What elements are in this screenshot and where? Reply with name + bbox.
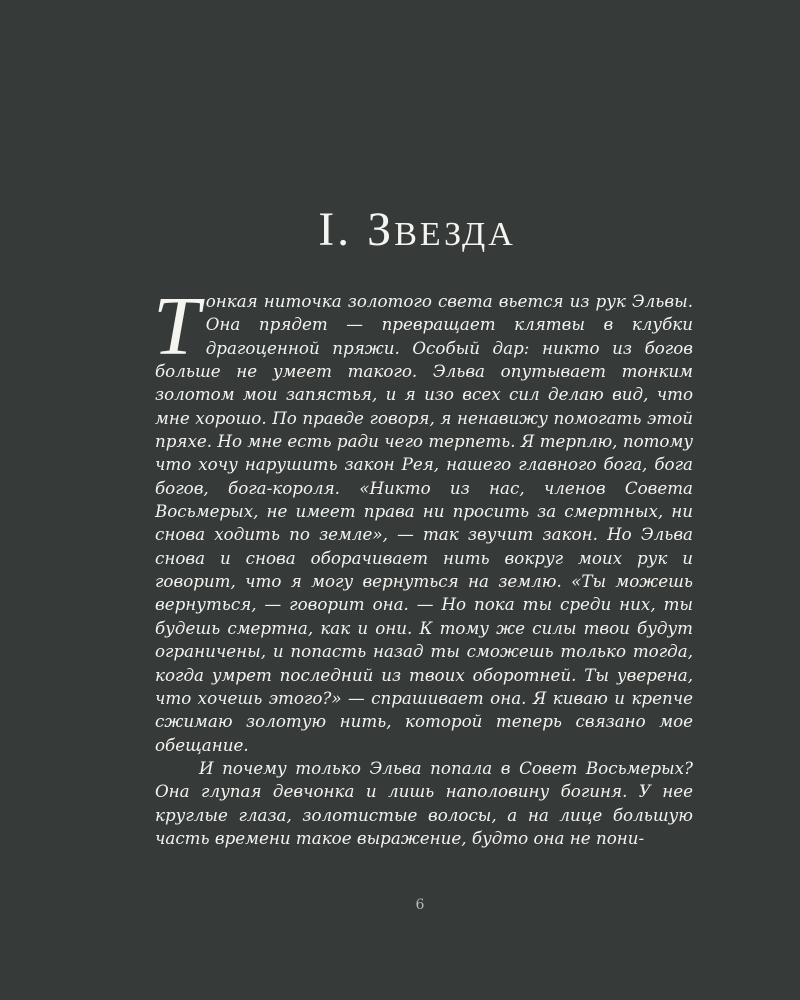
paragraph-2: И почему только Эльва попала в Совет Восьмерых? Она глупая девчонка и лишь наполовину богиня. У нее круглые глаза, золотистые волосы, а на лице большую часть времени такое выражение, будто она не пони-	[155, 757, 693, 848]
paragraph-1-text: онкая ниточка золотого света вьется из рук Эльвы. Она прядет — превращает клятвы в клубки драгоценной пряжи. Особый дар: никто из богов больше не умеет такого. Эльва опутывает тонким золотом мои запястья, и я изо всех сил делаю вид, что мне хорошо. По правде говоря, я ненавижу помогать этой пряхе. Но мне есть ради чего терпеть. Я терплю, потому что хочу нарушить закон Рея, нашего главного бога, бога богов, бога-короля. «Никто из нас, членов Совета Восьмерых, не имеет права ни просить за смертных, ни снова ходить по земле», — так звучит закон. Но Эльва снова и снова оборачивает нить вокруг моих рук и говорит, что я могу вернуться на землю. «Ты можешь вернуться, — говорит она. — Но пока ты среди них, ты будешь смертна, как и они. К тому же силы твои будут ограничены, и попасть назад ты сможешь только тогда, когда умрет последний из твоих оборотней. Ты уверена, что хочешь этого?» — спрашивает она. Я киваю и крепче сжимаю золотую нить, которой теперь связано мое обещание.	[155, 291, 693, 755]
page-number: 6	[415, 897, 425, 913]
chapter-body	[153, 280, 693, 850]
drop-cap: Т	[153, 280, 200, 373]
chapter-title: I. Звезда	[318, 203, 516, 257]
paragraph-1	[153, 280, 693, 757]
